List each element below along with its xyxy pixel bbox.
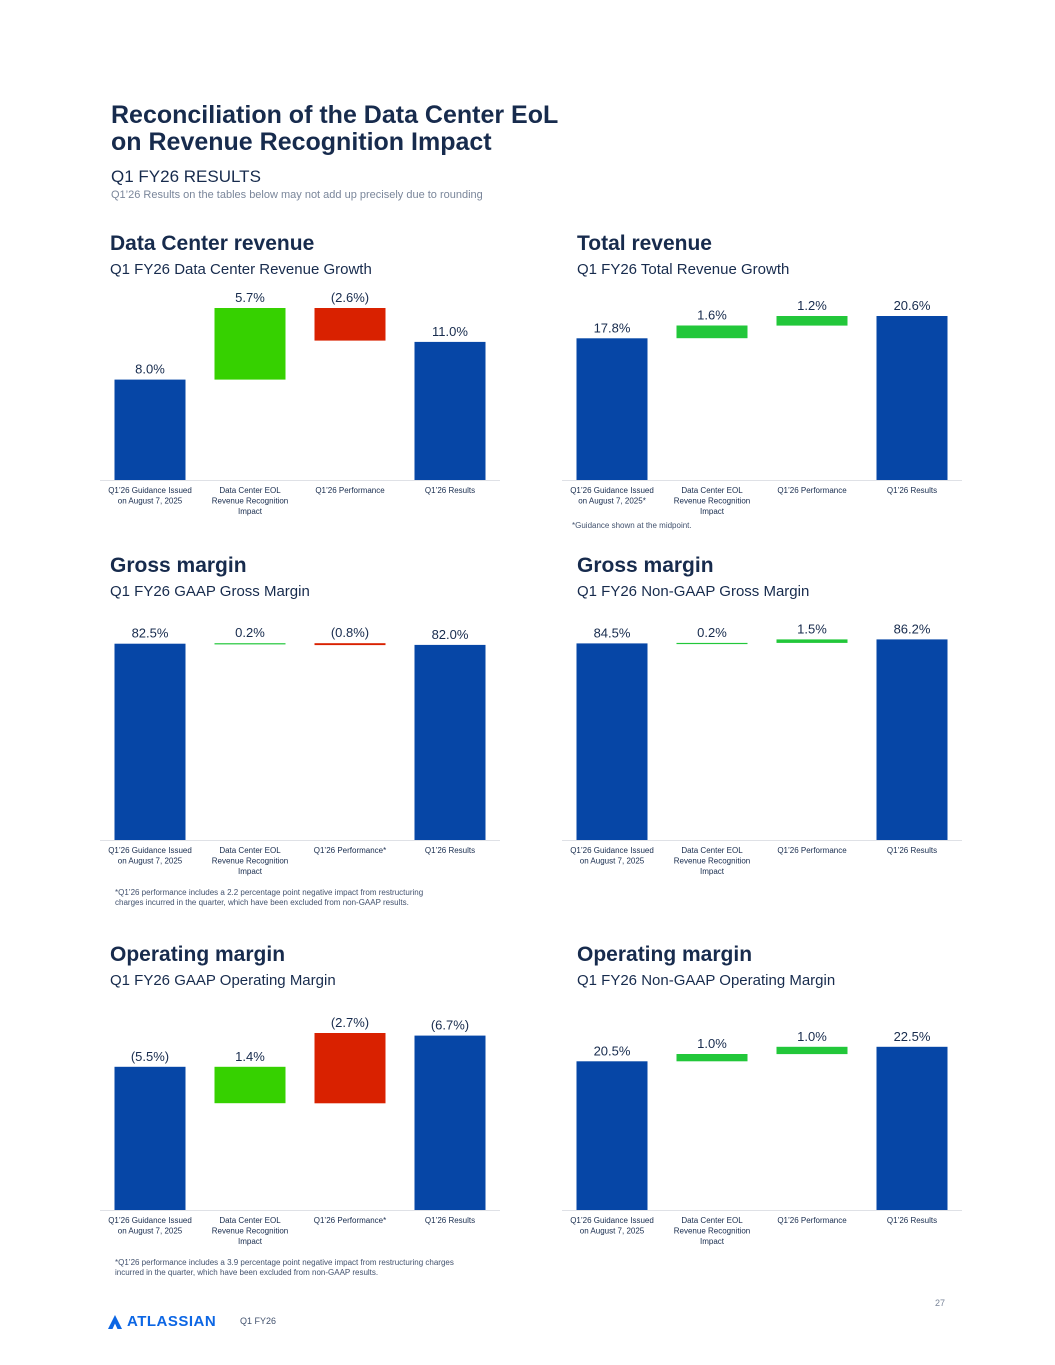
chart-subtitle-gaap-gross-margin: Q1 FY26 GAAP Gross Margin xyxy=(110,583,310,600)
bar-4 xyxy=(877,639,948,840)
bar-2 xyxy=(215,643,286,644)
chart-subtitle-gaap-operating-margin: Q1 FY26 GAAP Operating Margin xyxy=(110,972,336,989)
data-label-2: 1.6% xyxy=(697,307,727,323)
category-label-1-line-2: on August 7, 2025 xyxy=(117,496,183,506)
chart-title-gaap-operating-margin: Operating margin xyxy=(110,943,286,966)
data-label-4: 86.2% xyxy=(893,621,931,637)
category-label-2-line-2: Revenue Recognition xyxy=(673,496,751,506)
category-label-3-line-1: Q1’26 Performance xyxy=(315,486,385,495)
chart-subtitle-dc-revenue: Q1 FY26 Data Center Revenue Growth xyxy=(110,261,372,278)
bar-2 xyxy=(677,326,748,339)
category-label-3-line-1: Q1’26 Performance xyxy=(777,846,847,855)
category-label-3-line-1: Q1’26 Performance* xyxy=(313,1216,387,1225)
category-label-1-line-2: on August 7, 2025 xyxy=(579,856,645,866)
category-label-1-line-1: Q1’26 Guidance Issued xyxy=(108,1216,192,1225)
category-label-1-line-2: on August 7, 2025 xyxy=(579,1226,645,1236)
data-label-1: 20.5% xyxy=(593,1043,631,1059)
bar-3 xyxy=(315,1033,386,1103)
category-label-2-line-2: Revenue Recognition xyxy=(211,856,289,866)
data-label-2: 5.7% xyxy=(235,290,265,305)
data-label-2: 1.0% xyxy=(697,1036,727,1051)
data-label-2: 1.4% xyxy=(235,1048,265,1064)
data-label-3: 1.5% xyxy=(797,621,827,637)
atlassian-logo xyxy=(108,1313,216,1330)
category-label-1-line-1: Q1’26 Guidance Issued xyxy=(108,486,192,495)
data-label-3: (2.7%) xyxy=(330,1015,370,1030)
data-label-4: 11.0% xyxy=(432,323,468,339)
chart-subtitle-nongaap-operating-margin: Q1 FY26 Non-GAAP Operating Margin xyxy=(577,972,836,989)
bar-2 xyxy=(677,1054,748,1061)
data-label-1: 82.5% xyxy=(131,625,169,641)
category-label-1-line-2: on August 7, 2025* xyxy=(578,496,646,506)
data-label-4: (6.7%) xyxy=(430,1017,470,1033)
category-label-4-line-1: Q1’26 Results xyxy=(886,1216,938,1225)
category-label-4-line-1: Q1’26 Results xyxy=(886,846,938,855)
data-label-3: 1.0% xyxy=(797,1028,827,1044)
bar-4 xyxy=(877,316,948,480)
rounding-note: Q1’26 Results on the tables below may not add up precisely due to rounding xyxy=(111,189,483,201)
category-label-2-line-3: Impact xyxy=(237,867,263,876)
bar-1 xyxy=(577,338,648,480)
category-label-4-line-1: Q1’26 Results xyxy=(424,486,476,495)
data-label-4: 82.0% xyxy=(431,626,469,642)
bar-3 xyxy=(777,1047,848,1054)
chart-gaap-gross-margin xyxy=(90,615,510,880)
data-label-1: 17.8% xyxy=(593,320,631,336)
data-label-1: 8.0% xyxy=(135,361,165,377)
category-label-1-line-1: Q1’26 Guidance Issued xyxy=(570,486,654,495)
footnote-total-revenue: *Guidance shown at the midpoint. xyxy=(572,521,692,530)
bar-4 xyxy=(415,1036,486,1210)
footer-period-label: Q1 FY26 xyxy=(240,1316,277,1326)
chart-title-dc-revenue: Data Center revenue xyxy=(110,232,315,255)
page-number: 27 xyxy=(935,1298,946,1308)
bar-4 xyxy=(877,1047,948,1210)
page-title-line-2: on Revenue Recognition Impact xyxy=(111,128,492,156)
data-label-2: 0.2% xyxy=(697,624,727,640)
category-label-2-line-2: Revenue Recognition xyxy=(211,496,289,506)
category-label-2-line-3: Impact xyxy=(237,1237,263,1246)
chart-title-nongaap-gross-margin: Gross margin xyxy=(577,554,714,577)
chart-nongaap-operating-margin xyxy=(552,1005,972,1250)
chart-gaap-operating-margin xyxy=(90,1005,510,1250)
bar-3 xyxy=(315,643,386,645)
footnote-gaap-operating-margin: *Q1’26 performance includes a 3.9 percentage point negative impact from restructuring charges incurred in the quarter, which have been excluded from non-GAAP results. xyxy=(115,1258,454,1277)
bar-3 xyxy=(315,308,386,341)
data-label-3: (0.8%) xyxy=(330,625,370,641)
bar-3 xyxy=(777,316,848,326)
category-label-2-line-3: Impact xyxy=(699,1237,725,1246)
chart-title-nongaap-operating-margin: Operating margin xyxy=(577,943,753,966)
category-label-3-line-1: Q1’26 Performance* xyxy=(313,846,387,855)
category-label-1-line-2: on August 7, 2025 xyxy=(117,1226,183,1236)
category-label-2-line-1: Data Center EOL xyxy=(681,1216,743,1225)
category-label-2-line-1: Data Center EOL xyxy=(681,486,743,495)
chart-total-revenue xyxy=(552,280,972,520)
category-label-2-line-2: Revenue Recognition xyxy=(673,1226,751,1236)
category-label-1-line-1: Q1’26 Guidance Issued xyxy=(570,846,654,855)
chart-subtitle-nongaap-gross-margin: Q1 FY26 Non-GAAP Gross Margin xyxy=(577,583,810,600)
category-label-2-line-1: Data Center EOL xyxy=(219,1216,281,1225)
data-label-4: 22.5% xyxy=(893,1028,931,1044)
category-label-1-line-1: Q1’26 Guidance Issued xyxy=(108,846,192,855)
footnote-gaap-gross-margin: *Q1’26 performance includes a 2.2 percentage point negative impact from restructuring charges incurred in the quarter, which have been excluded from non-GAAP results. xyxy=(115,888,424,907)
category-label-4-line-1: Q1’26 Results xyxy=(424,1216,476,1225)
page-subtitle: Q1 FY26 RESULTS xyxy=(111,167,261,186)
category-label-1-line-2: on August 7, 2025 xyxy=(117,856,183,866)
atlassian-logo-icon xyxy=(108,1315,122,1329)
category-label-3-line-1: Q1’26 Performance xyxy=(777,486,847,495)
bar-4 xyxy=(415,342,486,480)
data-label-3: 1.2% xyxy=(797,298,827,313)
page-title-line-1: Reconciliation of the Data Center EoL xyxy=(111,101,559,129)
chart-dc-revenue xyxy=(90,280,510,520)
bar-1 xyxy=(115,644,186,840)
category-label-2-line-2: Revenue Recognition xyxy=(673,856,751,866)
category-label-2-line-1: Data Center EOL xyxy=(219,486,281,495)
category-label-4-line-1: Q1’26 Results xyxy=(424,846,476,855)
data-label-2: 0.2% xyxy=(235,625,265,641)
bar-3 xyxy=(777,639,848,643)
bar-2 xyxy=(677,643,748,644)
category-label-2-line-1: Data Center EOL xyxy=(219,846,281,855)
page-title xyxy=(111,102,558,156)
data-label-3: (2.6%) xyxy=(330,290,370,305)
category-label-2-line-3: Impact xyxy=(699,507,725,516)
category-label-4-line-1: Q1’26 Results xyxy=(886,486,938,495)
bar-2 xyxy=(215,1067,286,1103)
data-label-4: 20.6% xyxy=(893,298,931,313)
category-label-1-line-1: Q1’26 Guidance Issued xyxy=(570,1216,654,1225)
bar-1 xyxy=(577,1061,648,1210)
category-label-2-line-3: Impact xyxy=(699,867,725,876)
chart-subtitle-total-revenue: Q1 FY26 Total Revenue Growth xyxy=(577,261,790,278)
bar-1 xyxy=(577,643,648,840)
data-label-1: 84.5% xyxy=(593,625,631,641)
bar-1 xyxy=(115,380,186,480)
data-label-1: (5.5%) xyxy=(130,1048,170,1064)
brand-name: ATLASSIAN xyxy=(127,1313,217,1330)
bar-2 xyxy=(215,308,286,380)
category-label-2-line-1: Data Center EOL xyxy=(681,846,743,855)
chart-title-total-revenue: Total revenue xyxy=(577,232,712,255)
chart-title-gaap-gross-margin: Gross margin xyxy=(110,554,247,577)
bar-4 xyxy=(415,645,486,840)
chart-nongaap-gross-margin xyxy=(552,610,972,880)
category-label-2-line-2: Revenue Recognition xyxy=(211,1226,289,1236)
category-label-3-line-1: Q1’26 Performance xyxy=(777,1216,847,1225)
bar-1 xyxy=(115,1067,186,1210)
category-label-2-line-3: Impact xyxy=(237,507,263,516)
